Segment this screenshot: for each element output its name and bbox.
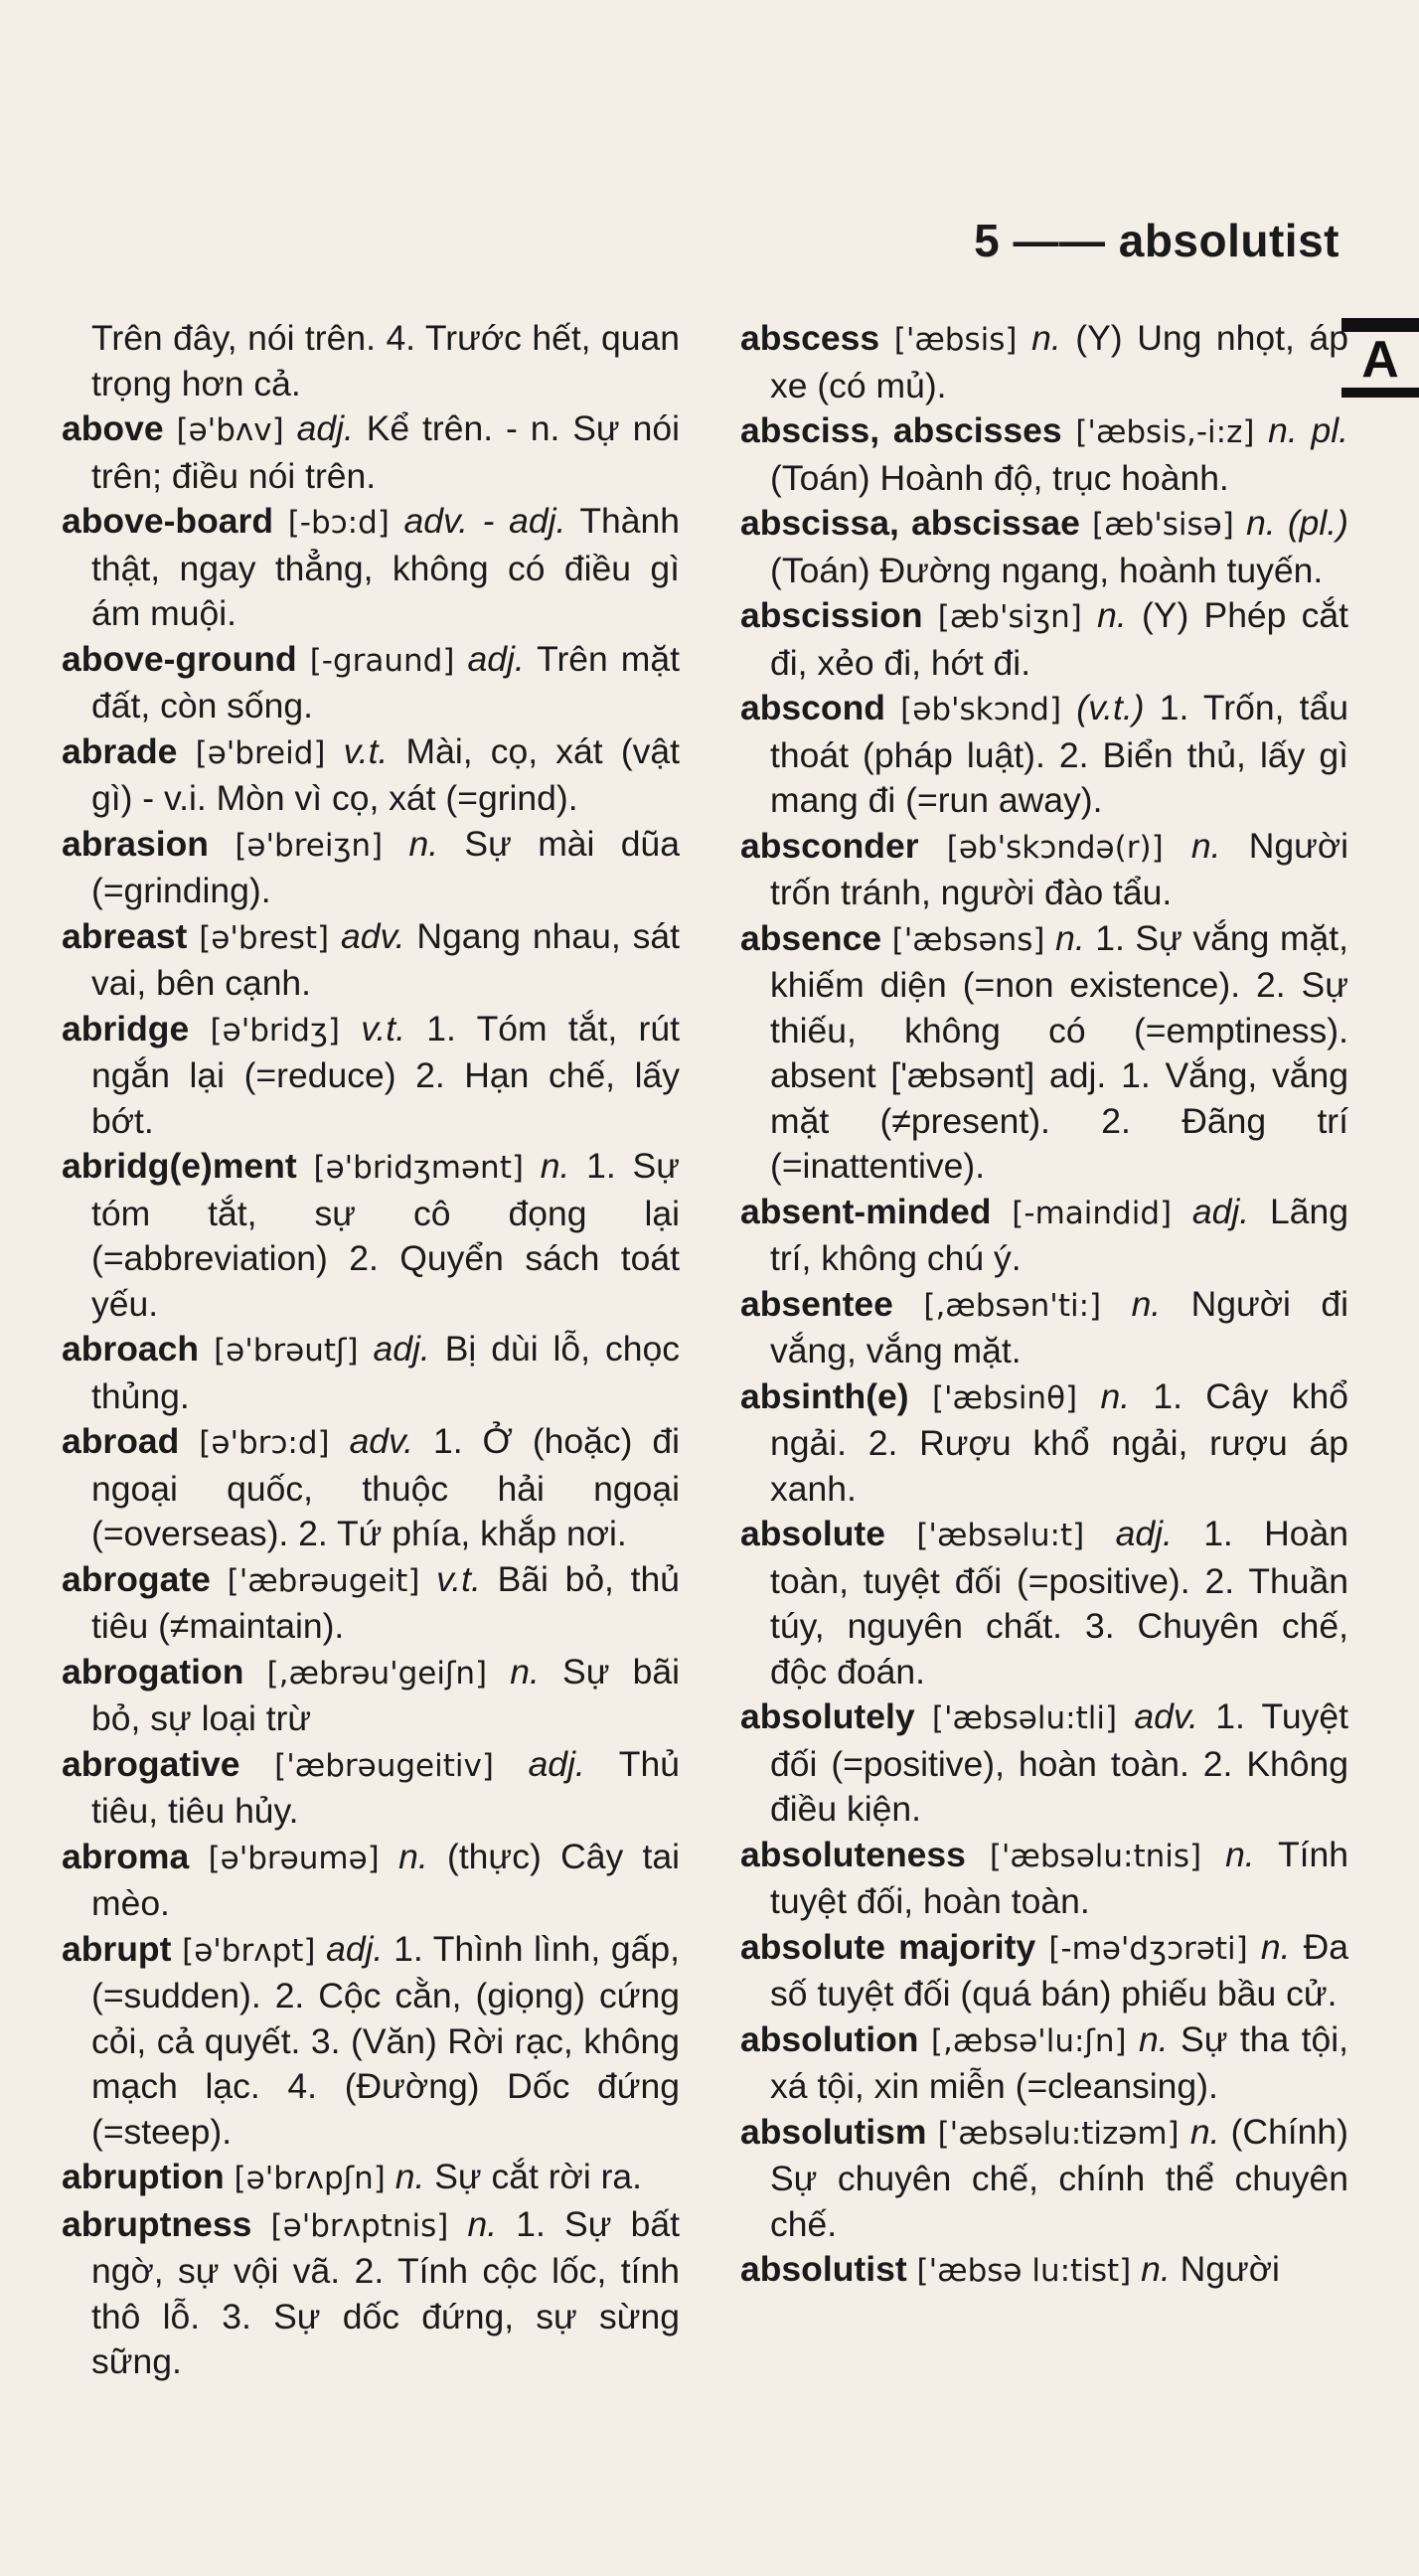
headword: above-ground bbox=[62, 638, 297, 679]
dictionary-entry bbox=[740, 316, 1348, 408]
part-of-speech: n. bbox=[1100, 1375, 1131, 1416]
page-header bbox=[974, 214, 1340, 267]
definition: Người bbox=[1180, 2249, 1280, 2289]
pronunciation: [,æbrəu'geiʃn] bbox=[266, 1655, 488, 1691]
dictionary-entry bbox=[62, 1419, 680, 1557]
definition: Lãng trí, không chú ý. bbox=[770, 1191, 1348, 1278]
definition: 1. Thình lình, gấp, (=sudden). 2. Cộc cằn, (giọng) cứng cỏi, cả quyết. 3. (Văn) Rời rạc, không mạch lạc. 4. (Đường) Dốc đứng (=steep). bbox=[91, 1928, 681, 2152]
letter-tab bbox=[1341, 318, 1419, 398]
headword: abrupt bbox=[62, 1928, 172, 1969]
part-of-speech: adj. bbox=[1115, 1514, 1173, 1553]
definition: Sự mài dũa (=grinding). bbox=[91, 823, 680, 910]
right-column bbox=[740, 316, 1348, 2295]
pronunciation: [ə'brʌpʃn] bbox=[234, 2161, 386, 2196]
pronunciation: [ə'breid] bbox=[195, 734, 326, 771]
dictionary-entry bbox=[62, 637, 680, 729]
headword: absolute bbox=[740, 1514, 885, 1553]
headword: abscission bbox=[740, 595, 923, 635]
dictionary-entry bbox=[740, 686, 1348, 824]
headword: abscess bbox=[740, 318, 880, 358]
dictionary-entry bbox=[62, 316, 680, 406]
part-of-speech: n. bbox=[1260, 1926, 1291, 1967]
headword: abrogative bbox=[62, 1743, 240, 1784]
definition: Sự cắt rời ra. bbox=[434, 2157, 643, 2196]
part-of-speech: n. bbox=[408, 823, 439, 864]
headword: absolute majority bbox=[740, 1926, 1036, 1967]
definition: 1. Trốn, tẩu thoát (pháp luật). 2. Biển thủ, lấy gì mang đi (=run away). bbox=[770, 688, 1348, 820]
headword: abroma bbox=[62, 1836, 190, 1876]
left-column bbox=[62, 316, 680, 2385]
part-of-speech: v.t. bbox=[361, 1008, 405, 1048]
part-of-speech: n. bbox=[1055, 917, 1085, 958]
part-of-speech: n. bbox=[1190, 825, 1221, 866]
dictionary-entry bbox=[740, 1694, 1348, 1833]
definition: Sự bãi bỏ, sự loại trừ bbox=[91, 1651, 680, 1738]
part-of-speech: n. bbox=[394, 2157, 425, 2196]
headword: absent-minded bbox=[740, 1191, 992, 1231]
part-of-speech: n. bbox=[1097, 595, 1127, 635]
dictionary-entry bbox=[740, 2110, 1348, 2248]
pronunciation: ['æbsəlu:tnis] bbox=[989, 1838, 1202, 1874]
headword: absence bbox=[740, 917, 882, 958]
definition: 1. Sự bất ngờ, sự vội vã. 2. Tính cộc lốc, tính thô lỗ. 3. Sự dốc đứng, sự sừng sững. bbox=[91, 2203, 680, 2381]
pronunciation: [ə'breiʒn] bbox=[235, 827, 384, 864]
dictionary-entry bbox=[62, 822, 680, 914]
dictionary-entry bbox=[62, 499, 680, 637]
part-of-speech: n. pl. bbox=[1268, 410, 1348, 450]
definition: 1. Sự vắng mặt, khiếm diện (=non existence). 2. Sự thiếu, không có (=emptiness). absent ['æbsənt] adj. 1. Vắng, vắng mặt (≠present). 2. Đãng trí (=inattentive). bbox=[770, 917, 1348, 1186]
definition: (Y) Phép cắt đi, xẻo đi, hớt đi. bbox=[770, 595, 1348, 683]
pronunciation: [ə'brɔ:d] bbox=[199, 1425, 330, 1461]
definition: Mài, cọ, xát (vật gì) - v.i. Mòn vì cọ, xát (=grind). bbox=[91, 730, 680, 818]
dictionary-entry bbox=[740, 1925, 1348, 2017]
part-of-speech: adv. bbox=[349, 1421, 414, 1461]
dictionary-entry bbox=[740, 1833, 1348, 1925]
definition: (thực) Cây tai mèo. bbox=[91, 1836, 680, 1923]
pronunciation: [,æbsə'lu:ʃn] bbox=[930, 2022, 1127, 2059]
headword: above bbox=[62, 408, 164, 448]
dictionary-entry bbox=[740, 1512, 1348, 1694]
guide-word: absolutist bbox=[1118, 215, 1340, 266]
dictionary-entry bbox=[740, 2247, 1348, 2295]
pronunciation: [-graund] bbox=[309, 642, 455, 679]
headword: abridg(e)ment bbox=[62, 1146, 297, 1186]
definition: 1. Tuyệt đối (=positive), hoàn toàn. 2. Không điều kiện. bbox=[770, 1696, 1348, 1829]
pronunciation: ['æbsis] bbox=[893, 322, 1018, 358]
pronunciation: ['æbsəlu:tizəm] bbox=[937, 2115, 1180, 2152]
definition: Người trốn tránh, người đào tẩu. bbox=[770, 825, 1348, 912]
part-of-speech: adj. bbox=[296, 408, 354, 448]
pronunciation: [ə'bʌv] bbox=[176, 412, 284, 448]
definition: (Chính) Sự chuyên chế, chính thể chuyên chế. bbox=[770, 2111, 1348, 2244]
headword: absolutely bbox=[740, 1696, 915, 1736]
pronunciation: ['æbsinθ] bbox=[931, 1379, 1078, 1416]
headword: abrogate bbox=[62, 1558, 211, 1599]
dictionary-entry bbox=[740, 501, 1348, 593]
dictionary-entry bbox=[62, 1007, 680, 1145]
headword: abscissa, abscissae bbox=[740, 503, 1080, 543]
part-of-speech: adj. bbox=[1191, 1191, 1250, 1231]
definition: 1. Tóm tắt, rút ngắn lại (=reduce) 2. Hạn chế, lấy bớt. bbox=[91, 1008, 680, 1141]
definition: Trên đây, nói trên. 4. Trước hết, quan trọng hơn cả. bbox=[91, 318, 680, 403]
part-of-speech: n. bbox=[1225, 1834, 1255, 1874]
pronunciation: ['æbsə lu:tist] bbox=[916, 2253, 1132, 2289]
definition: Ngang nhau, sát vai, bên cạnh. bbox=[91, 915, 680, 1003]
dictionary-entry bbox=[62, 1742, 680, 1835]
part-of-speech: adj. bbox=[528, 1743, 585, 1784]
dictionary-entry bbox=[62, 914, 680, 1007]
headword: abscond bbox=[740, 688, 885, 727]
headword: absolutist bbox=[740, 2249, 907, 2289]
headword: absinth(e) bbox=[740, 1375, 909, 1416]
definition: Kể trên. - n. Sự nói trên; điều nói trên. bbox=[91, 408, 680, 496]
part-of-speech: n. bbox=[1131, 1283, 1162, 1324]
part-of-speech: n. bbox=[1141, 2249, 1171, 2289]
dictionary-entry bbox=[740, 1282, 1348, 1374]
dictionary-entry bbox=[740, 593, 1348, 686]
pronunciation: [əb'skɔndə(r)] bbox=[946, 829, 1164, 866]
headword: absolution bbox=[740, 2018, 919, 2059]
headword: absentee bbox=[740, 1283, 893, 1324]
headword: absoluteness bbox=[740, 1834, 966, 1874]
definition: Bị dùi lỗ, chọc thủng. bbox=[91, 1329, 680, 1416]
dictionary-entry bbox=[62, 1557, 680, 1650]
definition: 1. Sự tóm tắt, sự cô đọng lại (=abbreviation) 2. Quyển sách toát yếu. bbox=[91, 1146, 680, 1324]
headword: abroach bbox=[62, 1329, 200, 1368]
part-of-speech: adv. bbox=[1134, 1696, 1198, 1736]
definition: Thành thật, ngay thẳng, không có điều gì ám muội. bbox=[91, 501, 680, 633]
headword: abroad bbox=[62, 1421, 180, 1461]
dictionary-entry bbox=[62, 1327, 680, 1419]
definition: (Toán) Hoành độ, trục hoành. bbox=[770, 457, 1229, 498]
part-of-speech: adv. - adj. bbox=[403, 501, 566, 541]
dictionary-entry bbox=[740, 824, 1348, 916]
pronunciation: [-maindid] bbox=[1012, 1195, 1173, 1231]
dictionary-entry bbox=[740, 1190, 1348, 1282]
definition: Tính tuyệt đối, hoàn toàn. bbox=[770, 1834, 1348, 1921]
pronunciation: [ə'bridʒ] bbox=[210, 1012, 340, 1048]
pronunciation: [ə'brʌpt] bbox=[182, 1932, 316, 1969]
part-of-speech: adj. bbox=[326, 1928, 384, 1969]
definition: Trên mặt đất, còn sống. bbox=[91, 638, 680, 725]
definition: Bãi bỏ, thủ tiêu (≠maintain). bbox=[91, 1558, 680, 1646]
part-of-speech: (v.t.) bbox=[1076, 688, 1145, 727]
headword: absciss, abscisses bbox=[740, 410, 1062, 450]
definition: 1. Hoàn toàn, tuyệt đối (=positive). 2. Thuần túy, nguyên chất. 3. Chuyên chế, độc đoán. bbox=[770, 1514, 1348, 1691]
part-of-speech: adj. bbox=[373, 1329, 430, 1368]
header-dash: —— bbox=[1013, 215, 1106, 266]
pronunciation: [-bɔ:d] bbox=[287, 505, 390, 541]
pronunciation: [ə'bridʒmənt] bbox=[313, 1150, 524, 1186]
dictionary-entry bbox=[62, 1144, 680, 1327]
pronunciation: ['æbrəugeit] bbox=[227, 1562, 420, 1599]
dictionary-entry bbox=[62, 1650, 680, 1742]
dictionary-entry bbox=[62, 729, 680, 822]
part-of-speech: n. bbox=[540, 1146, 570, 1186]
dictionary-entry bbox=[62, 1927, 680, 2156]
part-of-speech: n. (pl.) bbox=[1246, 503, 1348, 543]
headword: absconder bbox=[740, 825, 919, 866]
pronunciation: ['æbsəns] bbox=[891, 921, 1045, 958]
dictionary-entry bbox=[740, 2017, 1348, 2110]
part-of-speech: n. bbox=[467, 2203, 498, 2244]
pronunciation: [əb'skɔnd] bbox=[900, 692, 1062, 727]
dictionary-entry bbox=[740, 916, 1348, 1190]
part-of-speech: n. bbox=[1138, 2018, 1169, 2059]
dictionary-entry bbox=[62, 2155, 680, 2202]
definition: Sự tha tội, xá tội, xin miễn (=cleansing). bbox=[770, 2018, 1348, 2106]
definition: Đa số tuyệt đối (quá bán) phiếu bầu cử. bbox=[770, 1926, 1348, 2013]
dictionary-entry bbox=[62, 2202, 680, 2385]
part-of-speech: n. bbox=[1031, 318, 1061, 358]
pronunciation: [ə'brəumə] bbox=[208, 1840, 380, 1876]
pronunciation: [-mə'dʒɔrəti] bbox=[1048, 1930, 1248, 1967]
part-of-speech: n. bbox=[510, 1651, 540, 1691]
dictionary-entry bbox=[740, 1374, 1348, 1513]
definition: (Y) Ung nhọt, áp xe (có mủ). bbox=[770, 318, 1348, 405]
definition: Người đi vắng, vắng mặt. bbox=[770, 1283, 1348, 1370]
definition: 1. Cây khổ ngải. 2. Rượu khổ ngải, rượu áp xanh. bbox=[770, 1375, 1348, 1509]
pronunciation: [ə'brəutʃ] bbox=[214, 1333, 359, 1368]
part-of-speech: adj. bbox=[467, 638, 525, 679]
part-of-speech: n. bbox=[1189, 2111, 1220, 2152]
dictionary-entry bbox=[62, 406, 680, 499]
pronunciation: [ə'brest] bbox=[199, 919, 330, 956]
headword: abruption bbox=[62, 2157, 225, 2196]
pronunciation: ['æbsəlu:t] bbox=[916, 1518, 1085, 1553]
definition: (Toán) Đường ngang, hoành tuyến. bbox=[770, 550, 1324, 590]
headword: abreast bbox=[62, 915, 188, 956]
part-of-speech: v.t. bbox=[343, 730, 389, 771]
part-of-speech: adv. bbox=[341, 915, 405, 956]
tab-letter: A bbox=[1361, 331, 1399, 389]
page-number: 5 bbox=[974, 215, 1001, 266]
headword: abrogation bbox=[62, 1651, 244, 1691]
definition: 1. Ở (hoặc) đi ngoại quốc, thuộc hải ngoại (=overseas). 2. Tứ phía, khắp nơi. bbox=[91, 1421, 680, 1553]
pronunciation: ['æbrəugeitiv] bbox=[274, 1747, 494, 1784]
headword: above-board bbox=[62, 501, 274, 541]
headword: abridge bbox=[62, 1008, 190, 1048]
pronunciation: ['æbsis,-i:z] bbox=[1075, 414, 1255, 450]
part-of-speech: v.t. bbox=[436, 1558, 481, 1599]
dictionary-entry bbox=[62, 1835, 680, 1927]
part-of-speech: n. bbox=[398, 1836, 428, 1876]
pronunciation: [ə'brʌptnis] bbox=[270, 2207, 449, 2244]
headword: abrasion bbox=[62, 823, 209, 864]
dictionary-entry bbox=[740, 408, 1348, 501]
pronunciation: [æb'siʒn] bbox=[937, 599, 1082, 635]
headword: abrade bbox=[62, 730, 178, 771]
pronunciation: [æb'sisə] bbox=[1092, 507, 1234, 543]
headword: absolutism bbox=[740, 2111, 927, 2152]
pronunciation: ['æbsəlu:tli] bbox=[931, 1700, 1118, 1736]
definition: Thủ tiêu, tiêu hủy. bbox=[91, 1743, 680, 1831]
pronunciation: [,æbsən'ti:] bbox=[923, 1287, 1102, 1324]
headword: abruptness bbox=[62, 2203, 252, 2244]
